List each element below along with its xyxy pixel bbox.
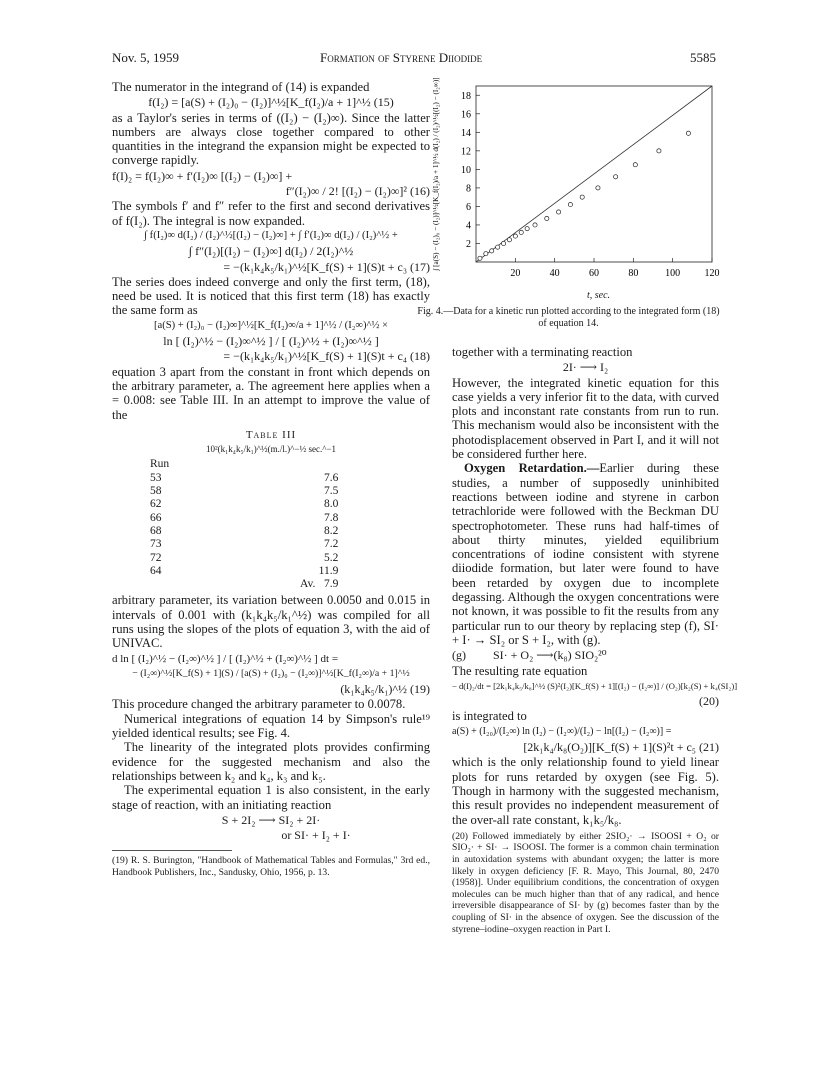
table-title: Table III	[245, 428, 297, 441]
y-tick-label: 6	[466, 201, 471, 213]
table-cell-value: 5.2	[323, 551, 339, 564]
table-cell-run: 73	[150, 538, 162, 551]
paragraph: The numerator in the integrand of (14) is expanded	[112, 80, 370, 94]
equation-17-line2: ∫ f″(I₂)[(I₂) − (I₂)∞] d(I₂) / 2(I₂)^½	[188, 244, 354, 259]
footnote-divider	[112, 850, 232, 851]
table-row	[146, 498, 342, 511]
paragraph: The linearity of the integrated plots provides confirming evidence for the suggested mechanism and also the relationships between k₂ and k₄, k₃ and k₅.	[112, 740, 430, 783]
figure-4	[416, 78, 721, 340]
paragraph: together with a terminating reaction	[452, 345, 633, 359]
table-row	[146, 538, 342, 551]
paragraph	[452, 461, 719, 647]
y-tick-label: 10	[461, 164, 471, 176]
data-point	[496, 245, 500, 249]
equation-17-line1: ∫ f(I₂)∞ d(I₂) / (I₂)^½[(I₂) − (I₂)∞] + ∫ f′(I₂)∞ d(I₂) / (I₂)^½ +	[144, 229, 398, 241]
data-point	[596, 186, 600, 190]
equation-g	[452, 648, 719, 662]
table-cell-run: 58	[150, 485, 162, 498]
running-header-title: Formation of Styrene Diiodide	[320, 50, 483, 65]
x-tick-label: 120	[704, 268, 720, 279]
table-average-row	[146, 578, 342, 591]
table-row	[146, 512, 342, 525]
figure-4-chart	[416, 78, 721, 298]
equation-initiation-line1: S + 2I₂ ⟶ SI₂ + 2I·	[221, 812, 321, 827]
paragraph: The experimental equation 1 is also consistent, in the early stage of reaction, with an initiating reaction	[112, 783, 430, 812]
data-point	[501, 241, 505, 245]
data-point	[513, 234, 517, 238]
x-tick-label: 60	[589, 268, 599, 279]
equation-g-label: (g)	[452, 648, 466, 663]
figure-caption: Fig. 4.—Data for a kinetic run plotted according to the integrated form (18) of equation 14.	[417, 306, 720, 329]
table-cell-value: 7.6	[323, 471, 339, 484]
table-cell-value: 7.2	[323, 538, 339, 551]
table-cell-run: 68	[150, 524, 162, 537]
equation-18-line1: [a(S) + (I₂)₀ − (I₂)∞]^½[K_f(I₂)∞/a + 1]^½ / (I₂∞)^½ ×	[153, 319, 389, 331]
equation-17-line3: = −(k₁k₄k₅/k₁)^½[K_f(S) + 1](S)t + c₃ (17)	[223, 259, 430, 274]
data-point	[657, 149, 661, 153]
table-cell-run: 66	[150, 511, 162, 524]
x-tick-label: 20	[510, 268, 521, 279]
equation-21-line2: [2k₁k₄/k₈(O₂)][K_f(S) + 1](S)²t + c₅ (21)	[523, 740, 719, 755]
paragraph: However, the integrated kinetic equation for this case yields a very inferior fit to the data, with curved plots and inconstant rate constants from run to run. This mechanism would also be inconsistent with the photodisplacement observed in Part I, and it will not be considered further here.	[452, 375, 719, 462]
data-point	[545, 216, 549, 220]
data-point	[557, 210, 561, 214]
paragraph: Numerical integrations of equation 14 by Simpson's rule¹⁹ yielded identical results; see Fig. 4.	[112, 711, 430, 741]
equation-19-line3: (k₁k₄k₅/k₁)^½ (19)	[340, 682, 430, 697]
table-average-label: Av.	[300, 578, 316, 591]
right-column	[452, 345, 738, 935]
footnote-20: (20) Followed immediately by either 2SIO₂· → ISOOSI + O₂ or SIO₂· + SI· → ISOOSI. The former is a common chain termination in autoxidation systems with abundant oxygen; the latter is more likely in oxygen deficiency [F. R. Mayo, This Journal, 80, 2470 (1958)]. Under equilibrium conditions, the concentration of oxygen molecules can be much higher than that of any radical, and hence irreversible disappearance of SI· by (g) becomes faster than by the coupling of SI· in the absence of oxygen. See the discussion of the styrene–iodine–oxygen reaction in Part I.	[452, 830, 719, 935]
equation-16-line2: f″(I₂)∞ / 2! [(I₂) − (I₂)∞]² (16)	[285, 184, 430, 199]
data-point	[686, 131, 690, 135]
x-tick-label: 40	[549, 268, 560, 279]
equation-15: f(I₂) = [a(S) + (I₂)₀ − (I₂)]^½[K_f(I₂)/a + 1]^½ (15)	[148, 95, 394, 110]
paragraph-text: Earlier during these studies, a number of supposedly uninhibited reactions between iodine and styrene in carbon tetrachloride were followed with the Beckman DU spectrophotometer. These runs had half-times of about thirty minutes, yielded equilibrium concentrations of iodine consistent with styrene diiodide formation, but later were found to have been retarded by oxygen due to incomplete degassing. Although the oxygen concentrations were not known, it was possible to fit the results from any particular run to our theory by replacing step (f), SI· + I· → SI₂ or S + I₂, with (g).	[452, 461, 720, 647]
y-tick-label: 14	[461, 127, 471, 139]
table-subtitle: 10²(k₁k₄k₅/k₁)^½(m./l.)^−½ sec.^−1	[205, 444, 337, 455]
data-point	[507, 238, 511, 242]
paragraph: The series does indeed converge and only the first term, (18), need be used. It is noticed that this first term (18) has exactly the same form as	[112, 274, 430, 318]
table-header-run: Run	[150, 458, 170, 471]
running-header-date: Nov. 5, 1959	[112, 50, 180, 65]
table-row	[146, 552, 342, 565]
paragraph: arbitrary parameter, its variation between 0.0050 and 0.015 in intervals of 0.001 with (k₁k₄k₅/k₁^½) was compiled for all runs using the slopes of the plots of equation 3, with the aid of UNIVAC.	[112, 593, 430, 651]
table-cell-value: 7.5	[323, 485, 339, 498]
table-iii	[146, 458, 342, 591]
x-tick-label: 100	[665, 268, 681, 279]
table-cell-run: 62	[150, 498, 162, 511]
paragraph: which is the only relationship found to yield linear plots for runs retarded by oxygen (see Fig. 5). Though in harmony with the suggested mechanism, this result provides no independent measurement of the over-all rate constant, k₁k₅/k₈.	[452, 755, 719, 827]
table-row	[146, 472, 342, 485]
y-tick-label: 2	[466, 238, 471, 250]
y-axis-label: ∫ [a(S) − (I₂)₀ − (I₂)]^½[K_f(I₂)/a + 1]^½ d(I₂) / (I₂)^½[(I₂) − (I₂∞)]	[432, 78, 440, 271]
data-point	[490, 249, 494, 253]
data-point	[580, 195, 584, 199]
paragraph: equation 3 apart from the constant in front which depends on the arbitrary parameter, a. The agreement here applies when a = 0.008: see Table III. In an attempt to improve the value of the	[112, 364, 430, 422]
equation-16-line1: f(I)₂ = f(I₂)∞ + f′(I₂)∞ [(I₂) − (I₂)∞] +	[112, 168, 293, 183]
equation-20-line1: − d(I)₂/dt = [2k₁k₄k₅/k₈]^½ (S)²(I₂)[K_f(S) + 1][(I₂) − (I₂∞)] / (O₂)[k₂(S) + k₄(SI₂)]	[452, 680, 738, 691]
paragraph: as a Taylor's series in terms of ((I₂) − (I₂)∞). Since the latter numbers are always close together compared to other quantities in the integrand the expansion might be expected to converge rapidly.	[112, 110, 430, 168]
table-header-row	[146, 458, 342, 471]
section-heading: Oxygen Retardation.—	[464, 461, 600, 476]
table-row	[146, 485, 342, 498]
data-point	[478, 256, 482, 260]
data-point	[533, 223, 537, 227]
equation-21-line1: a(S) + (I₂₀)/(I₂∞) ln (I₂) − (I₂∞)/(I₂) − ln[(I₂) − (I₂∞)] =	[452, 725, 672, 737]
equation-18-line3: = −(k₁k₄k₅/k₁)^½[K_f(S) + 1](S)t + c₄ (18)	[223, 349, 430, 364]
equation-g-body: SI· + O₂ ⟶(k₈) SIO₂²⁰	[493, 648, 607, 663]
table-row	[146, 565, 342, 578]
y-tick-label: 4	[466, 220, 471, 232]
table-cell-value: 11.9	[318, 564, 339, 577]
equation-19-line1: d ln [ (I₂)^½ − (I₂∞)^½ ] / [ (I₂)^½ + (I₂∞)^½ ] dt =	[112, 652, 339, 665]
table-cell-value: 8.0	[323, 498, 339, 511]
equation-20-line2: (20)	[699, 694, 719, 709]
table-cell-run: 53	[150, 471, 162, 484]
data-point	[519, 230, 523, 234]
equation-termination: 2I· ⟶ I₂	[562, 360, 609, 375]
left-column	[112, 80, 430, 879]
fit-line	[476, 86, 712, 262]
x-tick-label: 80	[628, 268, 639, 279]
equation-initiation-line2: or SI· + I₂ + I·	[281, 828, 351, 843]
paragraph: The symbols f′ and f″ refer to the first and second derivatives of f(I₂). The integral is now expanded.	[112, 199, 430, 228]
data-point	[525, 227, 529, 231]
equation-19-line2: − (I₂∞)^½[K_f(S) + 1](S) / [a(S) + (I₂)₀ − (I₂∞)]^½[K_f(I₂∞)/a + 1]^½	[132, 667, 410, 679]
y-tick-label: 8	[466, 183, 471, 195]
data-point	[633, 163, 637, 167]
table-cell-run: 64	[150, 564, 162, 577]
table-cell-value: 7.8	[323, 511, 339, 524]
paragraph: This procedure changed the arbitrary parameter to 0.0078.	[112, 697, 406, 712]
y-tick-label: 16	[461, 109, 471, 121]
footnote-19: (19) R. S. Burington, "Handbook of Mathematical Tables and Formulas," 3rd ed., Handbook Publishers, Inc., Sandusky, Ohio, 1956, p. 13.	[112, 855, 430, 879]
table-row	[146, 525, 342, 538]
table-average-value: 7.9	[323, 578, 339, 591]
data-point	[484, 252, 488, 256]
table-cell-value: 8.2	[323, 524, 339, 537]
y-tick-label: 18	[461, 90, 471, 102]
data-point	[614, 175, 618, 179]
equation-18-line2: ln [ (I₂)^½ − (I₂)∞^½ ] / [ (I₂)^½ + (I₂)∞^½ ]	[163, 334, 379, 349]
page-number: 5585	[690, 50, 716, 65]
table-cell-run: 72	[150, 551, 162, 564]
figure-xlabel: t, sec.	[586, 290, 611, 301]
data-point	[568, 202, 572, 206]
paragraph: The resulting rate equation	[452, 663, 588, 678]
paragraph: is integrated to	[452, 709, 527, 724]
y-tick-label: 12	[461, 146, 471, 158]
